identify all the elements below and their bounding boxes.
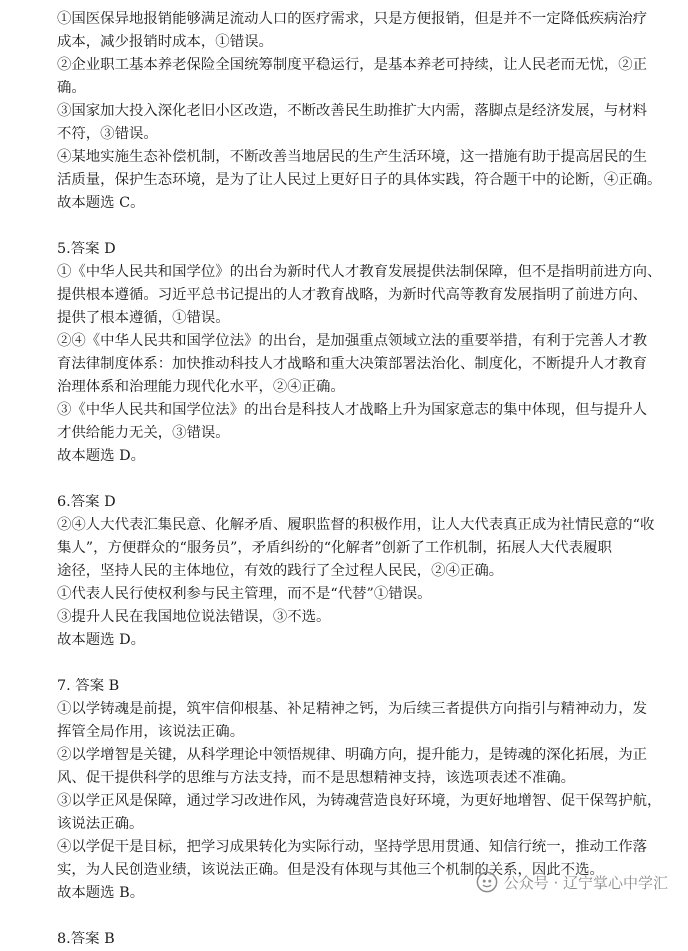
- text-line: 育法律制度体系：加快推动科技人才战略和重大决策部署法治化、制度化，不断提升人才教育: [57, 356, 648, 372]
- text-line: 提供了根本遵循，①错误。: [57, 310, 230, 326]
- text-line: 挥管全局作用，该说法正确。: [57, 724, 245, 740]
- text-line: 故本题选 C。: [57, 195, 145, 211]
- text-line: 集人”，方便群众的“服务员”，矛盾纠纷的“化解者”创新了工作机制，拓展人大代表履职: [57, 540, 612, 556]
- text-line: 故本题选 B。: [57, 885, 145, 901]
- text-line: 风、促干提供科学的思维与方法支持，而不是思想精神支持，该选项表述不准确。: [57, 770, 576, 786]
- question-5-block: [57, 238, 677, 468]
- text-line: 实，为人民创造业绩，该说法正确。但是没有体现与其他三个机制的关系，因此不选。: [57, 862, 604, 878]
- text-line: 提供根本遵循。习近平总书记提出的人才教育战略，为新时代高等教育发展指明了前进方向、: [57, 287, 648, 303]
- text-line: 成本，减少报销时成本，①错误。: [57, 34, 273, 50]
- text-line: ②以学增智是关键，从科学理论中领悟规律、明确方向，提升能力，是铸魂的深化拓展，为正: [57, 747, 648, 763]
- question-8-block: [57, 928, 677, 951]
- section-gap: [57, 652, 677, 675]
- text-line: ②④《中华人民共和国学位法》的出台，是加强重点领域立法的重要举措，有利于完善人才教: [57, 333, 648, 349]
- section-gap: [57, 215, 677, 238]
- text-line: 故本题选 D。: [57, 448, 146, 464]
- previous-answer-block: [57, 8, 677, 215]
- text-line: 不符，③错误。: [57, 126, 158, 142]
- wechat-official-account-icon: [476, 871, 498, 893]
- text-line: ③《中华人民共和国学位法》的出台是科技人才战略上升为国家意志的集中体现，但与提升人: [57, 402, 648, 418]
- section-gap: [57, 905, 677, 928]
- watermark-text: 公众号 · 辽宁掌心中学汇: [503, 873, 668, 892]
- wechat-watermark: [476, 871, 668, 893]
- text-line: 治理体系和治理能力现代化水平，②④正确。: [57, 379, 345, 395]
- text-line: ①代表人民行使权利参与民主管理，而不是“代替”①错误。: [57, 586, 432, 602]
- text-line: 才供给能力无关，③错误。: [57, 425, 230, 441]
- text-line: ③国家加大投入深化老旧小区改造，不断改善民生助推扩大内需，落脚点是经济发展，与材料: [57, 103, 648, 119]
- text-line: ①国医保异地报销能够满足流动人口的医疗需求，只是方便报销，但是并不一定降低疾病治疗: [57, 11, 648, 27]
- question-6-heading: 6.答案 D: [57, 494, 116, 510]
- text-line: ①以学铸魂是前提，筑牢信仰根基、补足精神之钙，为后续三者提供方向指引与精神动力，发: [57, 701, 648, 717]
- text-line: 活质量，保护生态环境，是为了让人民过上更好日子的具体实践，符合题干中的论断，④正确。: [57, 172, 662, 188]
- text-line: ③以学正风是保障，通过学习改进作风，为铸魂营造良好环境，为更好地增智、促干保驾护航，: [57, 793, 662, 809]
- text-line: 该说法正确。: [57, 816, 144, 832]
- question-8-heading: 8.答案 B: [57, 931, 115, 947]
- section-gap: [57, 468, 677, 491]
- text-line: 途径，坚持人民的主体地位，有效的践行了全过程人民民，②④正确。: [57, 563, 504, 579]
- text-line: ②企业职工基本养老保险全国统筹制度平稳运行，是基本养老可持续，让人民老而无忧，②正: [57, 57, 648, 73]
- text-line: ②④人大代表汇集民意、化解矛盾、履职监督的积极作用，让人大代表真正成为社情民意的“收: [57, 517, 655, 533]
- question-6-block: [57, 491, 677, 652]
- text-line: 确。: [57, 80, 86, 96]
- text-line: ③提升人民在我国地位说法错误，③不选。: [57, 609, 331, 625]
- question-7-heading: 7. 答案 B: [57, 678, 120, 694]
- question-5-heading: 5.答案 D: [57, 241, 116, 257]
- text-line: 故本题选 D。: [57, 632, 146, 648]
- text-line: ④某地实施生态补偿机制，不断改善当地居民的生产生活环境，这一措施有助于提高居民的生: [57, 149, 648, 165]
- text-line: ①《中华人民共和国学位》的出台为新时代人才教育发展提供法制保障，但不是指明前进方向、: [57, 264, 662, 280]
- answer-document: [57, 8, 677, 951]
- text-line: ④以学促干是目标，把学习成果转化为实际行动，坚持学思用贯通、知信行统一，推动工作落: [57, 839, 648, 855]
